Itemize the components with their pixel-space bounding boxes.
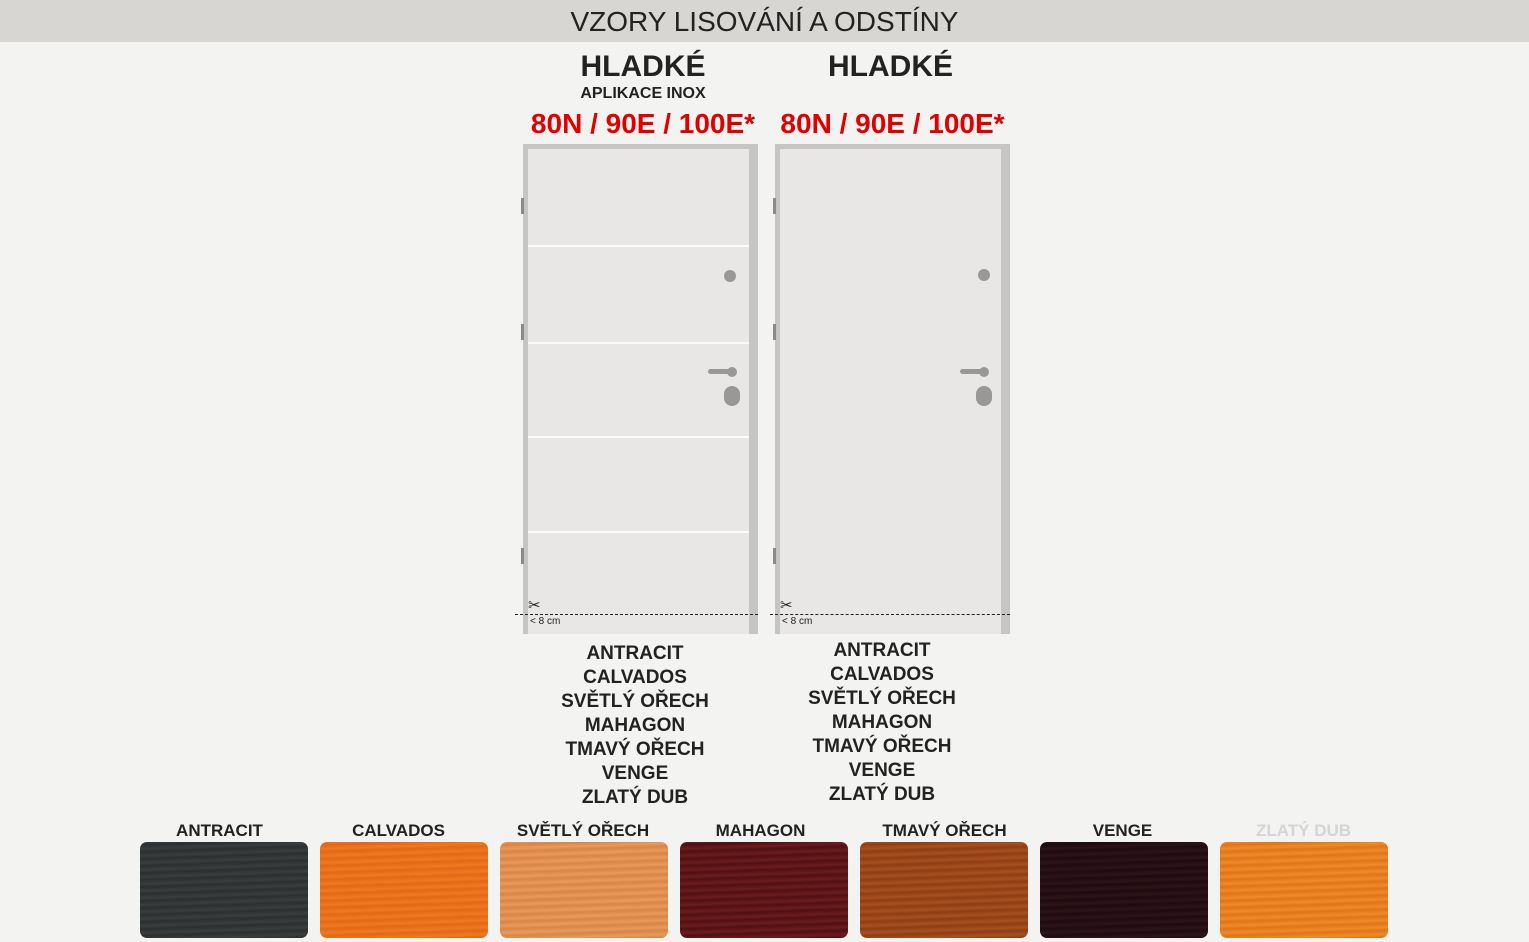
- shade-list: [515, 642, 755, 810]
- swatch-antracit[interactable]: [140, 820, 309, 842]
- shade-item: ZLATÝ DUB: [828, 784, 936, 805]
- inox-strip: [528, 245, 749, 247]
- peephole-icon: [978, 269, 990, 281]
- shade-item: CALVADOS: [583, 667, 687, 688]
- hinge-icon: [521, 324, 524, 340]
- shade-item: MAHAGON: [831, 712, 933, 733]
- shade-item: ZLATÝ DUB: [581, 787, 689, 808]
- scissors-icon: ✂: [528, 597, 541, 614]
- shade-item: SVĚTLÝ OŘECH: [808, 688, 956, 709]
- shade-list: [762, 639, 1002, 807]
- swatch-label: VENGE: [1092, 821, 1153, 840]
- door-frame: [523, 144, 758, 634]
- color-swatch: [320, 842, 488, 938]
- door-sizes: 80N / 90E / 100E*: [780, 108, 1005, 139]
- shade-item: MAHAGON: [584, 715, 686, 736]
- cut-line: [515, 614, 758, 615]
- color-swatch: [500, 842, 668, 938]
- door-sizes: 80N / 90E / 100E*: [530, 108, 756, 139]
- inox-strip: [528, 531, 749, 533]
- shade-item: ANTRACIT: [833, 640, 931, 661]
- lock-cylinder-icon: [976, 386, 992, 406]
- color-swatch: [680, 842, 848, 938]
- hinge-icon: [521, 548, 524, 564]
- swatch-label: CALVADOS: [352, 821, 445, 840]
- cut-label: < 8 cm: [782, 616, 813, 627]
- swatch-label: MAHAGON: [715, 821, 806, 840]
- color-swatch: [1040, 842, 1208, 938]
- swatch-label: ANTRACIT: [176, 821, 263, 840]
- hinge-icon: [521, 198, 524, 214]
- lock-cylinder-icon: [724, 386, 740, 406]
- color-swatch: [1220, 842, 1388, 938]
- shade-item: TMAVÝ OŘECH: [812, 736, 952, 757]
- inox-strip: [528, 342, 749, 344]
- shade-item: TMAVÝ OŘECH: [565, 739, 705, 760]
- door-title: HLADKÉ: [828, 50, 953, 83]
- swatch-mahagon[interactable]: [680, 820, 849, 842]
- scissors-icon: ✂: [780, 597, 793, 614]
- peephole-icon: [724, 270, 736, 282]
- swatch-label: ZLATÝ DUB: [1255, 821, 1352, 840]
- swatch-tmavy-orech[interactable]: [860, 820, 1029, 842]
- door-frame: [775, 144, 1010, 634]
- door-handle-knob-icon: [979, 367, 989, 377]
- shade-item: SVĚTLÝ OŘECH: [561, 691, 709, 712]
- shade-item: CALVADOS: [830, 664, 934, 685]
- shade-item: VENGE: [601, 763, 669, 784]
- shade-item: VENGE: [848, 760, 916, 781]
- swatch-calvados[interactable]: [320, 820, 489, 842]
- door-leaf: [528, 149, 749, 634]
- door-title: HLADKÉ: [580, 50, 706, 83]
- swatch-svetly-orech[interactable]: [500, 820, 669, 842]
- swatch-label: SVĚTLÝ OŘECH: [516, 821, 650, 840]
- swatch-zlaty-dub[interactable]: [1220, 820, 1389, 842]
- header-bar: [0, 0, 1529, 42]
- hinge-icon: [773, 198, 776, 214]
- cut-label: < 8 cm: [530, 616, 561, 627]
- door-handle-knob-icon: [727, 367, 737, 377]
- door-leaf: [780, 149, 1001, 634]
- inox-strip: [528, 436, 749, 438]
- swatch-venge[interactable]: [1040, 820, 1209, 842]
- door-subtitle: APLIKACE INOX: [580, 85, 706, 102]
- cut-line: [770, 614, 1010, 615]
- color-swatch: [140, 842, 308, 938]
- shade-item: ANTRACIT: [586, 643, 684, 664]
- hinge-icon: [773, 548, 776, 564]
- page-title: VZORY LISOVÁNÍ A ODSTÍNY: [570, 6, 959, 37]
- color-swatch: [860, 842, 1028, 938]
- hinge-icon: [773, 324, 776, 340]
- swatch-label: TMAVÝ OŘECH: [882, 821, 1007, 840]
